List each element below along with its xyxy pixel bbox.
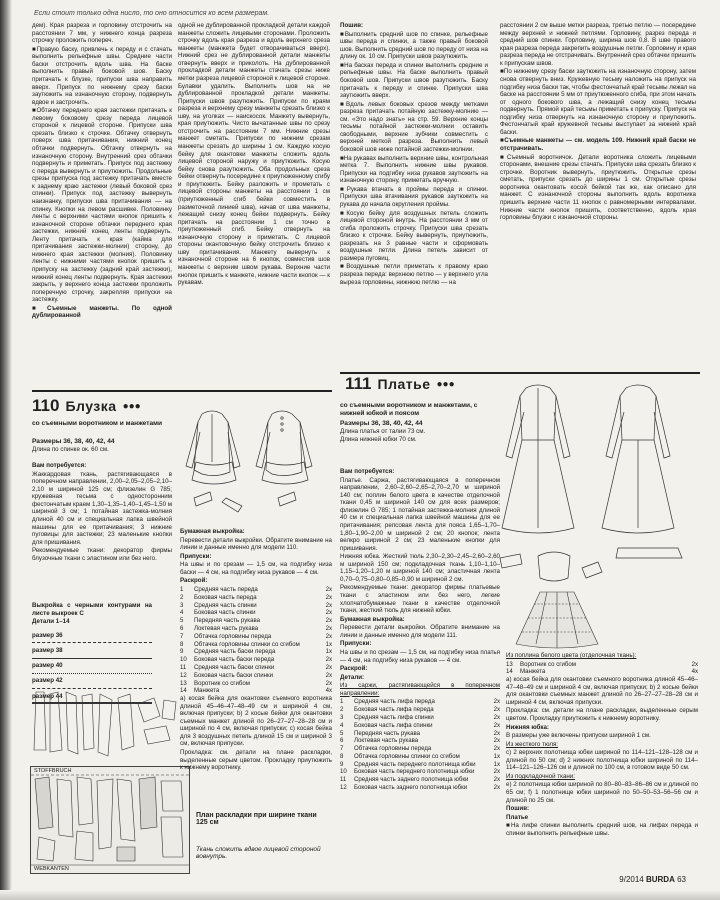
parts-row	[340, 776, 500, 784]
part-quantity: 2x	[493, 721, 500, 729]
part-name: Боковая часть лифа спинки	[354, 721, 433, 729]
part-quantity: 2x	[493, 713, 500, 721]
parts-row	[340, 706, 500, 714]
part-name: Воротник со сгибом	[194, 679, 250, 687]
details-heading: Детали:	[340, 673, 365, 681]
paragraph: ■ Косую бейку для воздушных петель сложить лицевой стороной внутрь. На расстоянии 3 мм от сгиба проложить строчку. Припуски шва срезать близко к строчке. Бейку вывернуть, приутюжить, разрезать на 3 равные части и сформовать воздушные петли. Длина петель зависит от размера пуговиц.	[340, 210, 488, 263]
sizes: Размеры 36, 38, 40, 42, 44	[32, 438, 115, 445]
model-110-sizes	[32, 438, 172, 460]
part-number: 8	[180, 640, 184, 648]
part-name: Обтачка горловины спинки со сгибом	[354, 752, 460, 760]
trim-fabric-heading: Из поплина белого цвета (отделочная ткань):	[506, 652, 637, 659]
part-quantity: 2x	[325, 663, 332, 671]
paragraph: ■ Воздушные петли приметать к правому краю разреза переда: верхнюю петлю — у верхнего угла выреза горловины, нижнюю петлю — на	[340, 263, 488, 286]
part-name: Боковая часть баски переда	[194, 656, 275, 664]
part-name: Манжета	[194, 687, 220, 695]
part-number: 10	[340, 768, 347, 776]
allowances-heading: Припуски:	[340, 640, 372, 648]
part-quantity: 2x	[493, 729, 500, 737]
model-111-heading	[345, 374, 455, 394]
parts-row	[340, 784, 500, 792]
parts-row	[180, 625, 332, 633]
parts-row	[340, 745, 500, 753]
column-2-text	[178, 22, 330, 382]
column-4-text	[500, 22, 696, 367]
part-number: 1	[340, 698, 344, 706]
size-row-36: размер 36	[32, 632, 172, 647]
allowances-heading: Припуски:	[180, 552, 212, 560]
part-quantity: 2x	[325, 624, 332, 632]
part-quantity: 2x	[325, 617, 332, 625]
page-spine-shadow	[0, 0, 12, 900]
part-number: 11	[340, 776, 347, 784]
part-number: 9	[340, 760, 344, 768]
part-quantity: 2x	[325, 671, 332, 679]
layout-plan-caption: Ткань сложить вдвое лицевой стороной вовнутрь.	[196, 846, 321, 860]
part-quantity: 2x	[325, 632, 332, 640]
part-quantity: 1x	[493, 752, 500, 760]
part-number: 6	[340, 737, 344, 745]
part-number: 12	[340, 784, 347, 792]
model-title: Блузка	[65, 398, 117, 414]
model-number: 110	[32, 396, 60, 415]
paragraph: ■ Съемные манжеты. По одной дублированной	[32, 305, 172, 320]
size-row-40: размер 40	[32, 662, 172, 677]
size-row-38: размер 38	[32, 647, 172, 662]
selvage-label: WEBKANTEN	[34, 866, 69, 872]
paper-pattern-heading: Бумажная выкройка:	[180, 528, 245, 535]
part-name: Воротник со сгибом	[520, 660, 576, 668]
underskirt-heading: Нижняя юбка:	[506, 723, 549, 731]
column-3-text	[340, 22, 488, 372]
tulle-text: с) 2 верхних полотнища юбки шириной по 114–121–128–128 см и длиной по 50 см; d) 2 нижних полотнища юбки шириной по 114–114–121–126–126 см и длиной по 100 см, в готовом виде 50 см.	[506, 749, 698, 772]
materials-text: Платье. Саржа, растягивающаяся в поперечном направлении, 2,60–2,60–2,65–2,70–2,70 м шириной 140 см; поплин белого цвета в качестве отделочной ткани 0,45 м шириной 140 см для всех размеров; флизелин G 785; 1 потайная застежка-молния длиной 40 см и специальная лапка швейной машины для ее притачивания; репсовая лента для пояса 1,65–1,70–1,80–1,90–2,00 м шириной 2 см; 20 кнопок; лента велкро шириной 2 см; 23 маленькие кнопки для пришивания.	[340, 476, 500, 552]
part-number: 7	[340, 745, 344, 753]
lining-fabric-text: е) 2 полотнища юбки шириной по 80–80–83–86–86 см и длиной по 65 см; f) 1 полотнище юбки шириной по 50–50–53–56–56 см и длиной по 25 см.	[506, 781, 698, 804]
pattern-sheet-heading	[32, 602, 152, 624]
cutting-heading: Раскрой:	[340, 665, 368, 673]
paragraph: расстоянии 2 см выше метки разреза, третью петлю — посередине между верхней и нижней петлями. Горловину, разрез переда и средний шов спинки. Горловину, ширина шов 0,8. В шве правого края разреза переда закрепить воздушные петли. Горловину и края разреза переда не отстрачивать. Внутренний срез обтачки пришить к припускам швов.	[500, 22, 696, 67]
paper-pattern-text: Перевести детали выкройки. Обратите внимание на линии и данные именно для модели 110.	[180, 536, 332, 552]
parts-row	[180, 687, 332, 695]
model-110-subtitle	[32, 420, 172, 440]
part-number: 13	[506, 660, 513, 668]
part-number: 3	[340, 713, 344, 721]
sizes: Размеры 36, 38, 40, 42, 44	[340, 420, 423, 428]
underskirt-materials: Нижняя юбка. Жесткий тюль 2,30–2,30–2,45–2,60–2,60 м шириной 150 см; подкладочная ткань 1,10–1,10–1,15–1,20–1,20 м шириной 140 см; эластичная лента 0,70–0,75–0,80–0,85–0,90 м шириной 2 см.	[340, 553, 500, 583]
part-name: Передняя часть рукава	[354, 729, 421, 737]
sewing-heading: Пошив:	[506, 805, 530, 813]
part-name: Боковая часть лифа переда	[354, 706, 434, 714]
parts-row	[180, 609, 332, 617]
materials-heading: Вам потребуется:	[340, 468, 395, 475]
part-number: 8	[340, 752, 344, 760]
model-111-right-column	[506, 652, 698, 882]
parts-row	[340, 761, 500, 769]
part-name: Средняя часть спинки	[194, 601, 257, 609]
recommended-fabrics: Рекомендуемые ткани: декоратор фирмы блузочные ткани с эластином или без него.	[32, 547, 172, 562]
part-quantity: 2x	[493, 737, 500, 745]
part-name: Боковая часть спинки	[194, 609, 256, 617]
lining-fabric-heading: Из подкладочной ткани:	[506, 772, 575, 780]
part-quantity: 4x	[325, 687, 332, 695]
parts-row	[340, 722, 500, 730]
sewing-text: ■ На лифе спинки выполнить средний шов, на лифах переда и спинки выполнить рельефные швы.	[506, 822, 698, 837]
materials-text: Жаккардовая ткань, растягивающаяся в поперечном направлении, 2,00–2,05–2,05–2,10–2,10 м шириной 125 см; флизелин G 785; кружевная тесьма с односторонним фестончатым краем 1,30–1,35–1,40–1,45–1,50 м шириной 3 см; 1 потайная застежка-молния длиной 40 см и специальная лапка швейной машины для ее притачивания; 3 нижние пуговицы для застежки; 23 маленькие кнопки для пришивания.	[32, 470, 172, 546]
paragraph: ■ На басках переда и спинки выполнить средние и рельефные швы. На баске выполнить правый боковой шов. Припуски швов разутюжить. Баску притачать к переду и спинке. Припуски шва заутюжить вверх.	[340, 62, 488, 100]
tulle-heading: Из жесткого тюля:	[506, 740, 559, 748]
subtitle: со съемными воротником и манжетами, с нижней юбкой и поясом	[340, 402, 478, 418]
part-quantity: 2x	[493, 698, 500, 706]
fold-label: STOFFBRUCH	[34, 768, 72, 774]
part-number: 2	[340, 706, 344, 714]
parts-row	[340, 753, 500, 761]
paragraph: ■ Рукава втачать в проймы переда и спинки. Припуски шва втачивания рукавов заутюжить на рукава до начала округления проймы.	[340, 186, 488, 209]
underskirt-note: В размеры уже включены припуски шириной 1 см.	[506, 732, 651, 740]
part-quantity: 1x	[325, 640, 332, 648]
cutting-notes: а) косая бейка для окантовки съемного воротника длиной 45–46–47–48–49 см и шириной 4 см, включая припуски; b) 2 косые бейки для окантовки съемных манжет длиной по 26–27–27–28–28 см и шириной 4 см, включая припуски.	[506, 676, 698, 706]
parts-row	[340, 737, 500, 745]
part-number: 5	[180, 617, 184, 625]
difficulty-dots: ●●●	[436, 378, 455, 390]
layout-plan-drawing	[31, 767, 189, 873]
dress-sketch	[498, 378, 698, 600]
materials-heading: Вам потребуется:	[32, 462, 87, 469]
part-quantity: 2x	[325, 656, 332, 664]
part-quantity: 2x	[325, 593, 332, 601]
parts-row	[340, 768, 500, 776]
part-name: Средняя часть переднего полотнища юбки	[354, 760, 476, 768]
part-name: Боковая часть заднего полотнища юбки	[354, 784, 468, 792]
allowances-text: На швы и по срезам — 1,5 см, на подгибку низа баски — 4 см, на подгибку низа рукавов — 4 см.	[180, 561, 332, 576]
parts-row	[180, 602, 332, 610]
fabric-layout-plan	[30, 766, 190, 874]
part-number: 3	[180, 601, 184, 609]
paragraph: ■ По нижнему срезу баски заутюжить на изнаночную сторону, затем снова отвернуть вниз. Кружевную тесьму наложить на припуск на подгибку низа баски так, чтобы фестончатый край тесьмы лежал на баске на расстоянии 5 мм от приутюженного сгиба, при этом начать от одного бокового шва, а лежащий снизу конец тесьмы подвернуть. Прямой край тесьмы приметать к припуску. Припуск на подгибку низа отвернуть на изнаночную сторону и приутюжить. Фестончатый край кружевной тесьмы выступает за нижний край баски.	[500, 68, 696, 136]
parts-row	[180, 656, 332, 664]
part-number: 13	[180, 679, 187, 687]
part-name: Передняя часть рукава	[194, 617, 261, 625]
paragraph: ■ Съемный воротничок. Детали воротника сложить лицевыми сторонами, внешние срезы стачать. Припуски шва срезать близко к строчке. Воротник вывернуть, приутюжить. Открытые срезы сметать, припуски срезать до ширины 1 см. Открытые срезы воротника окантовать косой бейкой так же, как описано для манжет. С изнаночной стороны выполнить вдоль воротника пришить верхние части 11 кнопок с равномерными интервалами. Нижние части кнопок пришить, соответственно, вдоль края горловины блузки с изнаночной стороны.	[500, 154, 696, 222]
model-110-materials	[32, 462, 172, 572]
part-name: Боковая часть баски спинки	[194, 671, 274, 679]
model-title: Платье	[377, 376, 431, 392]
parts-row	[180, 617, 332, 625]
subtitle: со съемными воротником и манжетами	[32, 420, 163, 427]
header-note: Если стоит только одна нисло, то оно относится ко всем размерам.	[34, 10, 270, 17]
interfacing-note: Прокладка: см. детали на плане раскладки, выделенные серым цветом. Прокладку приутюжить к нижнему воротнику.	[506, 707, 698, 722]
part-quantity: 2x	[493, 768, 500, 776]
part-number: 5	[340, 729, 344, 737]
part-quantity: 2x	[325, 585, 332, 593]
paragraph: ■ Вдоль левых боковых срезов между метками разреза притачать потайную застежку-молнию — см. «Это надо знать» на стр. 59. Верхние концы тесьмы потайной застежки-молнии оставить свободными, верхние зубчики совместить с верхней меткой разреза. Выполнить левый боковой шов ниже потайной застежки-молнии.	[340, 101, 488, 154]
issue-number: 9/2014	[619, 875, 644, 884]
part-number: 4	[180, 609, 184, 617]
parts-row	[180, 633, 332, 641]
part-name: Обтачка горловины переда	[354, 745, 432, 753]
part-name: Средняя часть лифа переда	[354, 698, 435, 706]
parts-row	[180, 641, 332, 649]
fabric-heading: Из саржи, растягивающейся в поперечном направлении:	[340, 682, 500, 697]
model-110-rule	[32, 390, 332, 392]
size-line-legend	[32, 632, 172, 700]
paragraph: ■ На рукавах выполнить верхние швы, контрольная метка 7. Выполнить нижние швы рукавов. Припуски на подгибку низа рукавов заутюжить на изнаночную сторону, приметать вручную.	[340, 155, 488, 185]
part-number: 4	[340, 721, 344, 729]
part-number: 14	[506, 668, 513, 676]
cutting-heading: Раскрой:	[180, 577, 208, 585]
layout-plan-title: План раскладки при ширине ткани 125 см	[196, 812, 317, 826]
paragraph: ■ Правую баску, привлечь к переду и с стачать выполнить рельефные швы. Средние части баски отстрочить вдоль шва. На баске выполнить правый боковой шов. Баску притачать к блузке, припуски шва направить вверх. Припуск по нижнему срезу баски заутюжить на изнаночную сторону, подвернуть вдвое и застрочить.	[32, 46, 172, 107]
model-110-parts-table	[180, 586, 332, 695]
size-row-42: размер 42	[32, 677, 172, 692]
cutting-notes: а) косая бейка для окантовки съемного воротника длиной 45–46–47–48–49 см и шириной 4 см, включая припуски; b) 2 косые бейки для окантовки съемных манжет длиной по 26–27–27–28–28 см и шириной по 4 см, включая припуски; c) косая бейка для 3 воздушных петель длиной 15 см и шириной 3 см, включая припуски.	[180, 695, 332, 748]
part-name: Боковая часть переда	[194, 593, 257, 601]
part-name: Обтачка горловины переда	[194, 632, 272, 640]
part-quantity: 2x	[493, 706, 500, 714]
model-number: 111	[345, 374, 372, 393]
part-name: Средняя часть лифа спинки	[354, 713, 434, 721]
part-name: Средняя часть баски спинки	[194, 663, 275, 671]
parts-row	[180, 680, 332, 688]
part-number: 11	[180, 663, 187, 671]
parts-row	[340, 698, 500, 706]
part-quantity: 1x	[325, 648, 332, 656]
length: Длина по спинке ок. 60 см.	[32, 446, 109, 454]
underskirt-length: Длина нижней юбки 70 см.	[340, 435, 417, 443]
part-number: 9	[180, 648, 184, 656]
underskirt-sketch	[512, 588, 602, 652]
part-name: Обтачка горловины спинки со сгибом	[194, 640, 300, 648]
brand-name: BURDA	[645, 875, 675, 884]
part-name: Боковая часть переднего полотнища юбки	[354, 768, 475, 776]
part-quantity: 2x	[493, 784, 500, 792]
parts-row	[340, 730, 500, 738]
paragraph: одной не дублированной прокладкой детали каждой манжеты сложить лицевыми сторонами. Проложить строчку вдоль края разреза и вдоль верхнего среза манжеты (манжета будет отворачиваться вверх). Нижний срез не дублированной детали манжеты отвернуть вверх и приколоть. На дублированной прокладкой детали манжеты стачать срезы ниже метки разреза лицевой стороной к лицевой стороне. Булавки удалить. Выполнить шов на не дублированной прокладкой детали манжеты. Припуски швов разутюжить. Припуски по краям разреза и верхнему срезу манжеты срезать близко к шву, на уголках — наискосок. Манжету вывернуть, края приутюжить. Чисто вычатанные швы по срезу отстрочить на расстоянии 7 мм. Нижние срезы манжет сметать. Припуски по нижним срезам манжеты срезать до ширины 1 см. Каждую косую бейку для окантовки манжеты сложить вдоль лицевой стороной наружу и приутюжить. Косую бейку снова разутюжить. Оба продольных среза бейки отвернуть посередине к приутюженному сгибу и приутюжить. Бейку разложить и прометать с лицевой стороны манжеты на расстоянии 1 см (приутюженный сгиб бейки совместить в разметочной линией шва), начав от шва манжеты, лежащий снизу конец бейки подвернуть. Бейку притачать на расстоянии 1 см точно в приутюженный сгиб. Бейку отвернуть на изнаночную сторону и приметать. С лицевой стороны окантовочную бейку отстрочить близко к шву притачивания. Манжету вывернуть к изнаночной стороне на 6 кнопок, совместив шов манжеты с верхним швом рукава. Верхние части кнопок пришить к манжете, нижние части кнопок — к рукавам.	[178, 22, 330, 287]
part-number: 6	[180, 624, 184, 632]
dress-length: Длина платья от талии 73 см.	[340, 428, 426, 436]
parts-row	[180, 664, 332, 672]
part-name: Средняя часть заднего полотнища юбки	[354, 776, 469, 784]
paragraph: ■ Выполнить средний шов по спинке, рельефные швы переда и спинки, а также правый боковой шов. Выполнить средний шов по переду от низа на длину ок. 10 см. Припуски швов разутюжить.	[340, 31, 488, 61]
parts-row	[340, 714, 500, 722]
paper-pattern-heading: Бумажная выкройка:	[340, 615, 405, 623]
part-number: 14	[180, 687, 187, 695]
page-number: 63	[677, 875, 686, 884]
interfacing-note: Прокладка: см. детали на плане раскладки, выделенные серым цветом. Прокладку приутюжить к нижнему воротнику.	[180, 749, 332, 772]
part-number: 7	[180, 632, 184, 640]
parts-row	[180, 672, 332, 680]
dress-subheading: Платье	[506, 813, 529, 821]
model-111-subtitle	[340, 402, 488, 464]
recommended-fabrics: Рекомендуемые ткани: декоратор фирмы платьевые ткани с эластином или без него, легкие хлопчатобумажные ткани в качестве отделочной ткани, жесткий тюль для нижней юбки.	[340, 584, 500, 615]
paragraph: дем). Края разреза и горловину отстрочить на расстоянии 7 мм, у нижнего конца разреза строчку проложить попереч.	[32, 22, 172, 45]
model-111-trim-parts	[506, 661, 698, 677]
part-quantity: 2x	[325, 601, 332, 609]
part-quantity: 2x	[493, 776, 500, 784]
difficulty-dots: ●●●	[122, 400, 141, 412]
allowances-text: На швы и по срезам — 1,5 см, на подгибку низа платья — 4 см, на подгибку низа рукавов — 4 см.	[340, 648, 500, 664]
paragraph: ■ Съемные манжеты — см. модель 109. Нижний край баски не отстрачивать.	[500, 137, 696, 152]
model-111-parts-table	[340, 698, 500, 792]
paper-pattern-text: Перевести детали выкройки. Обратите внимание на линии и данные именно для модели 111.	[340, 624, 500, 639]
paragraph: ■ Обтачку переднего края застежки притачать к левому боковому срезу переда лицевой стороной к лицевой стороне. Припуски шва срезать близко к строчке. Обтачку отвернуть поверх шва притачивания, нижний конец обтачки подвернуть. Обтачку отвернуть на изнаночную сторону. Внутренний срез обтачки подвернуть и приметать. Припуск под застежку с переда вывернуть и приутюжить. Продольные срезы припуска под застежку притачать вместе к заднему краю застежки (левый боковой срез спинки). Припуск под застежку вывернуть наизнанку, припуски шва притачивания — на спинку. Кнопки на левом расшивке. Половинку ленты с верхними частями кнопок пришить к изнаночной стороне обтачки переднего края застежки, нижний конец ленты подвернуть. Ленту притачать к края (кайма для притачивания застежки-молнии) сторону, до нижнего края застежки (молния). Половинку ленты с нижними частями кнопок пришить к припуску на застежку (задний край застежки), нижний конец ленты подвернуть. Края застежки закрыть, у верхнего конца застежки проложить поперечную строчку, закрепляя припуски на застежку.	[32, 107, 172, 304]
pattern-title: Выкройка с черными контурами на листе выкроек C	[32, 602, 152, 617]
part-number: 12	[180, 671, 187, 679]
part-name: Манжета	[520, 668, 546, 676]
part-quantity: 4x	[691, 668, 698, 676]
part-name: Локтевая часть рукава	[194, 624, 259, 632]
size-row-44: размер 44	[32, 693, 172, 708]
part-name: Локтевая часть рукава	[354, 737, 419, 745]
part-quantity: 1x	[493, 760, 500, 768]
part-number: 10	[180, 656, 187, 664]
part-quantity: 2x	[325, 679, 332, 687]
parts-row	[506, 668, 698, 676]
page-footer	[619, 875, 686, 884]
parts-row	[180, 586, 332, 594]
part-name: Средняя часть переда	[194, 585, 258, 593]
part-quantity: 2x	[691, 660, 698, 668]
column-1-text	[32, 22, 172, 382]
part-quantity: 2x	[493, 745, 500, 753]
model-111-instructions	[340, 468, 500, 898]
pattern-pieces-drawing	[30, 690, 182, 762]
model-110-instructions	[180, 528, 332, 808]
blouse-sketch	[182, 402, 330, 514]
model-110-heading	[32, 396, 141, 416]
parts-row	[180, 648, 332, 656]
pattern-parts: Детали 1–14	[32, 618, 70, 626]
part-number: 1	[180, 585, 184, 593]
part-quantity: 2x	[325, 609, 332, 617]
parts-row	[506, 661, 698, 669]
part-number: 2	[180, 593, 184, 601]
section-heading: Пошив:	[340, 22, 364, 29]
part-name: Средняя часть баски переда	[194, 648, 276, 656]
parts-row	[180, 594, 332, 602]
